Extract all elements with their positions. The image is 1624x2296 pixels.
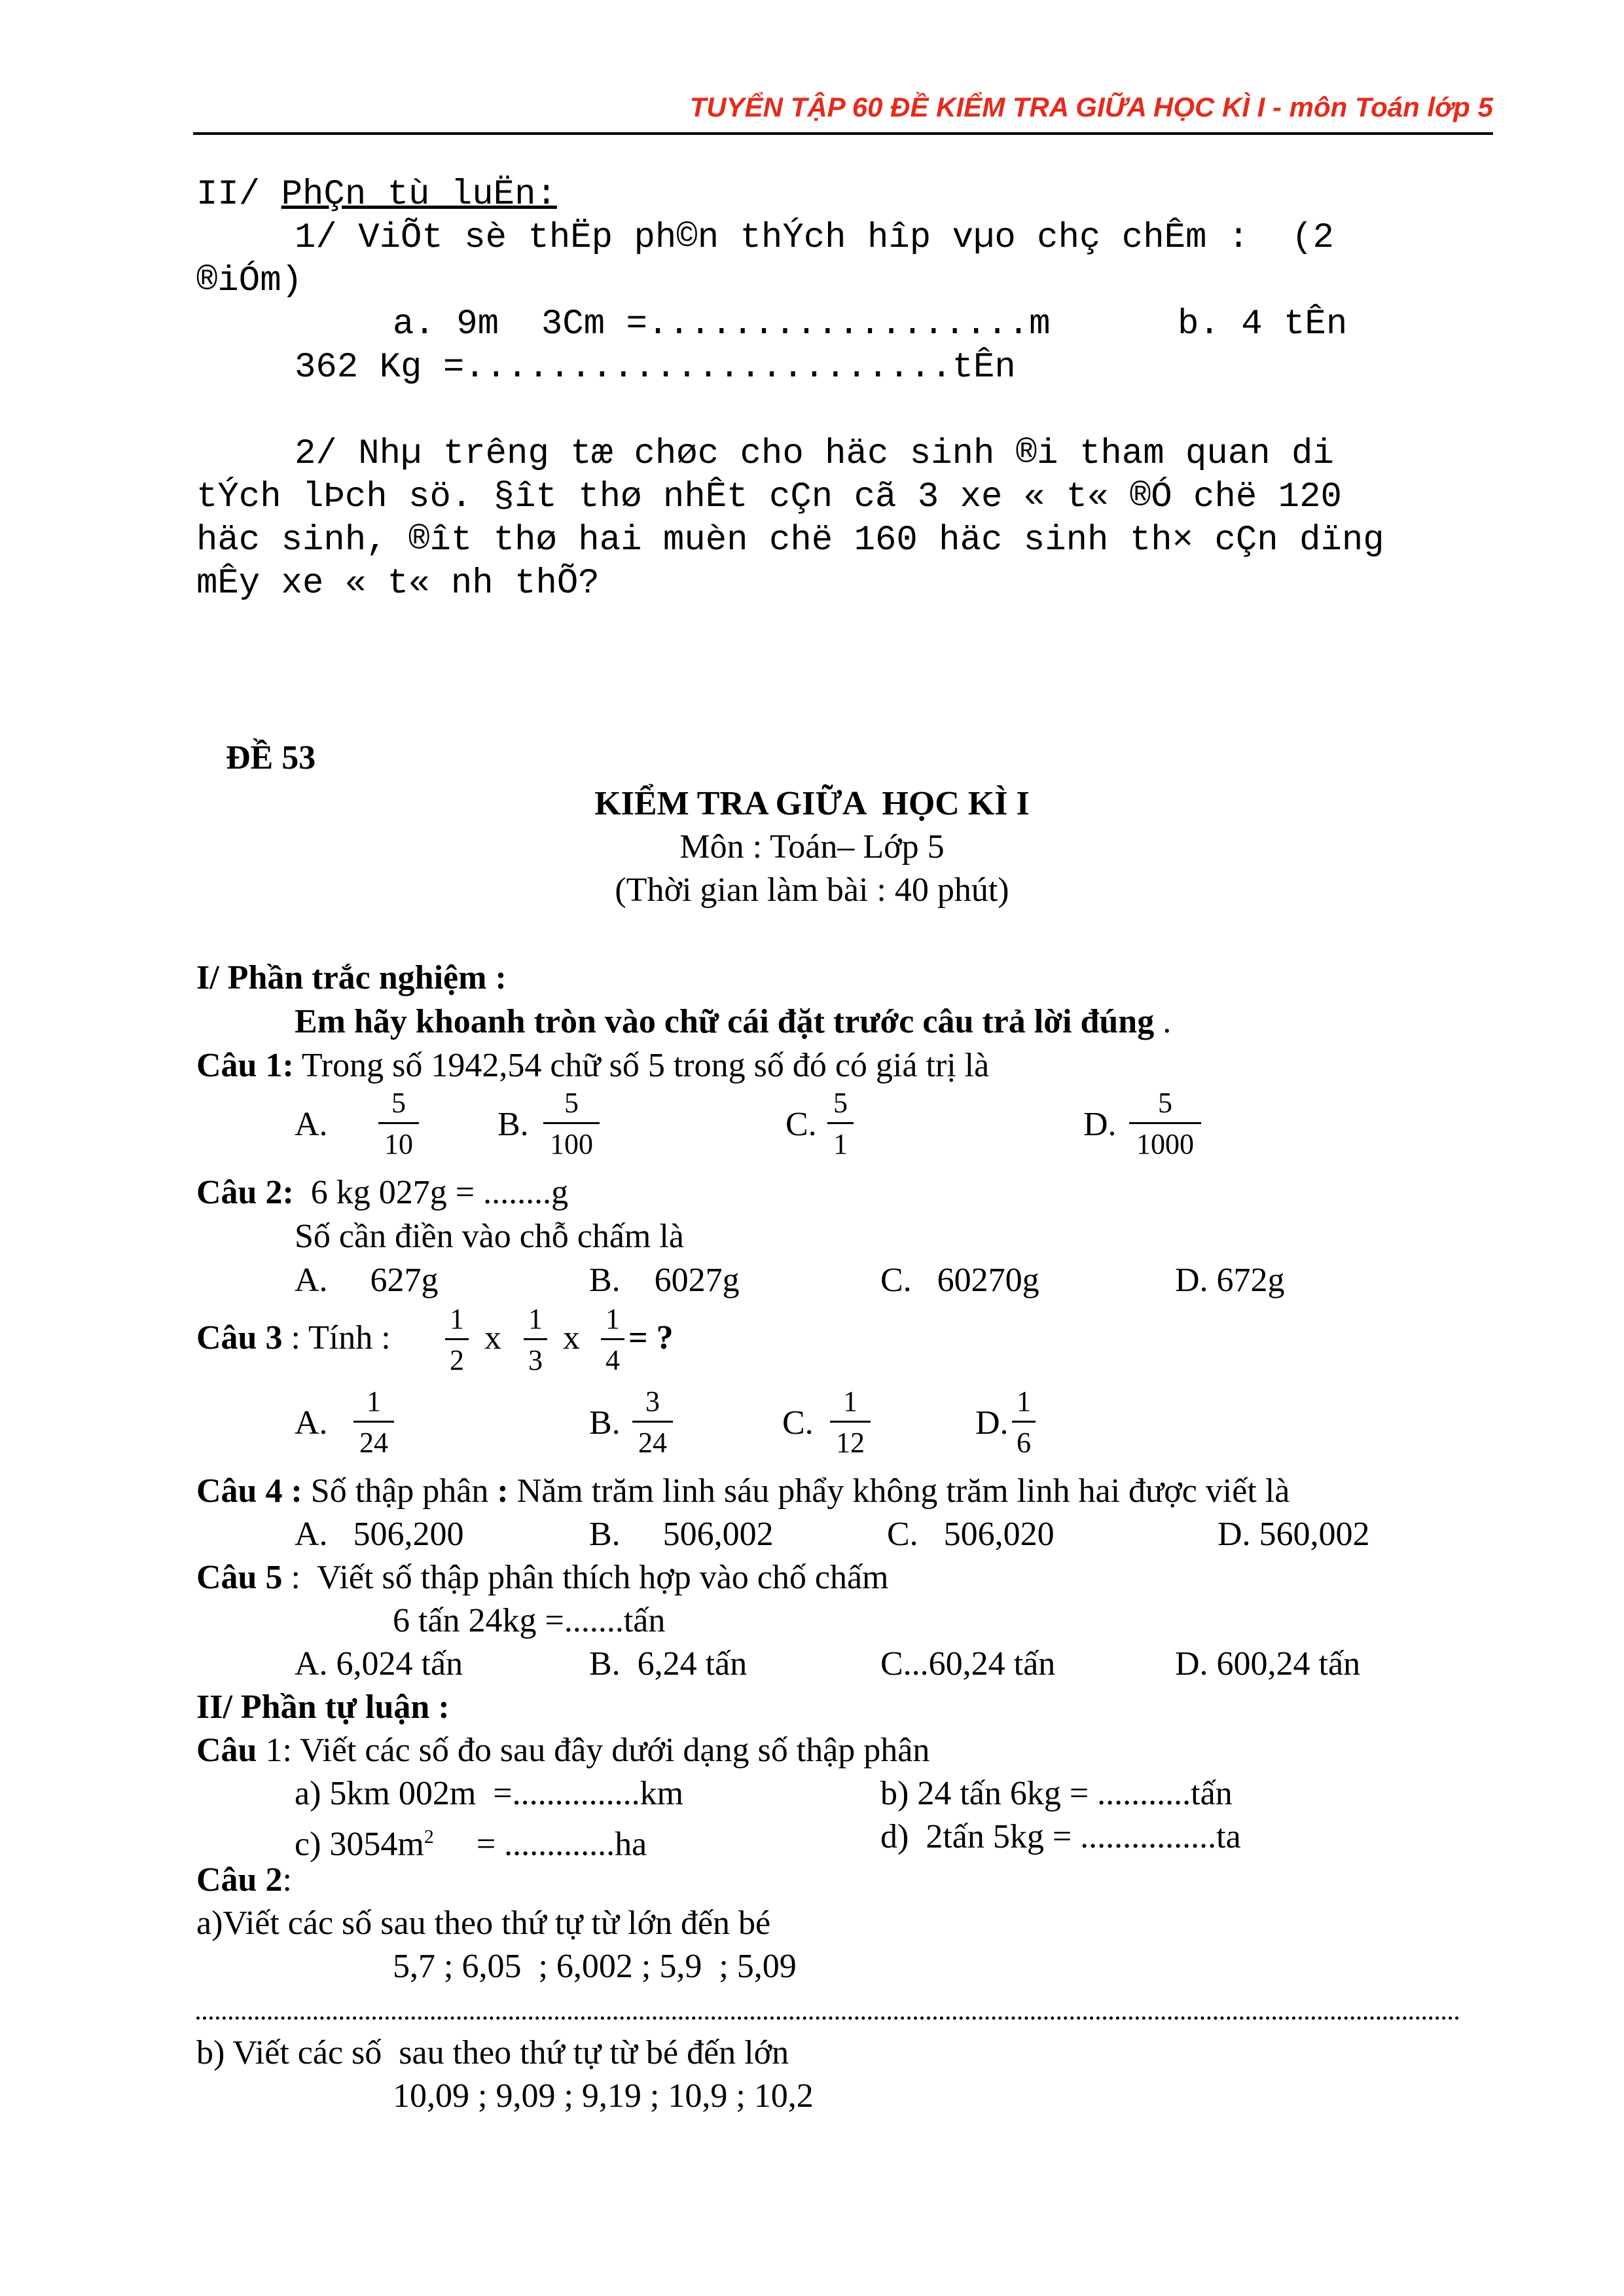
- p2-q2-colon: :: [282, 1861, 292, 1899]
- prev-q2-line4: mÊy xe « t« nh thÕ?: [196, 564, 600, 604]
- q3-expr-fraction-3: [601, 1303, 624, 1377]
- q3-option-d-letter: D.: [975, 1404, 1009, 1442]
- fraction-denominator: 2: [450, 1344, 464, 1376]
- q3-option-a-fraction: [353, 1385, 394, 1459]
- q3-option-b-fraction: [632, 1385, 673, 1459]
- fraction-numerator: 1: [445, 1303, 469, 1340]
- q3-option-c-letter: C.: [782, 1404, 814, 1442]
- fraction-numerator: 5: [827, 1087, 854, 1124]
- fraction-numerator: 3: [632, 1385, 673, 1423]
- q3-equals: = ?: [628, 1319, 674, 1357]
- q3-times-1: x: [484, 1319, 501, 1357]
- p2-q2-b-numbers: 10,09 ; 9,09 ; 9,19 ; 10,9 ; 10,2: [393, 2077, 814, 2115]
- fraction-denominator: 6: [1017, 1427, 1031, 1459]
- fraction-denominator: 1: [833, 1128, 848, 1160]
- q5-line2: 6 tấn 24kg =.......tấn: [393, 1602, 666, 1639]
- q2-question: 6 kg 027g = ........g: [293, 1174, 569, 1211]
- q2-label: Câu 2:: [196, 1174, 294, 1211]
- q4-option-c: C. 506,020: [887, 1516, 1055, 1553]
- fraction-numerator: 1: [353, 1385, 394, 1423]
- q1-option-a-fraction: [378, 1087, 419, 1161]
- q4-text-a: Số thập phân: [302, 1472, 497, 1510]
- fraction-numerator: 5: [378, 1087, 419, 1124]
- p2-q1-question: 1: Viết các số đo sau đây dưới dạng số thập phân: [257, 1732, 930, 1769]
- prev-q1-line3: a. 9m 3Cm =..................m b. 4 tÊn: [393, 304, 1348, 344]
- q3-option-c-fraction: [830, 1385, 871, 1459]
- q3-option-a-letter: A.: [295, 1404, 328, 1442]
- instruction-text: Em hãy khoanh tròn vào chữ cái đặt trước câu trả lời đúng: [295, 1003, 1155, 1040]
- prev-q2-line1: 2/ Nhµ trêng tæ chøc cho häc sinh ®i tham quan di: [295, 434, 1334, 474]
- p2-q1-label: Câu: [196, 1732, 257, 1769]
- q2-option-a: A. 627g: [295, 1262, 439, 1299]
- q1-option-b-letter: B.: [497, 1106, 529, 1143]
- q3-label: Câu 3: [196, 1319, 283, 1357]
- q4-colon: :: [497, 1472, 509, 1510]
- q1-option-b-fraction: [543, 1087, 600, 1161]
- prev-q1-line1: 1/ ViÕt sè thËp ph©n thÝch hîp vµo chç chÊm : (2: [295, 218, 1334, 258]
- q4-text: [196, 1472, 1290, 1511]
- p2-q2-b: b) Viết các số sau theo thứ tự từ bé đến lớn: [196, 2034, 789, 2071]
- answer-dotted-line: [196, 2016, 1460, 2020]
- fraction-denominator: 100: [550, 1128, 593, 1160]
- q1-option-d-letter: D.: [1083, 1106, 1117, 1143]
- q1-option-c-letter: C.: [785, 1106, 817, 1143]
- q3-option-b-letter: B.: [589, 1404, 621, 1442]
- q5-label: Câu 5: [196, 1559, 283, 1596]
- prev-section-heading: [196, 173, 557, 217]
- prev-q1-line4: 362 Kg =.......................tÊn: [295, 348, 1016, 388]
- q5-option-a: A. 6,024 tấn: [295, 1645, 463, 1683]
- q3-option-d-fraction: [1012, 1385, 1036, 1459]
- q1-text: [196, 1046, 989, 1085]
- p2-q2-text: [196, 1861, 292, 1900]
- fraction-numerator: 1: [524, 1303, 547, 1340]
- prev-q1-line2: ®iÓm): [196, 261, 303, 301]
- q5-option-d: D. 600,24 tấn: [1175, 1645, 1361, 1683]
- q1-question: Trong số 1942,54 chữ số 5 trong số đó có giá trị là: [293, 1047, 990, 1084]
- q2-option-d: D. 672g: [1175, 1262, 1285, 1299]
- q3-expr-fraction-2: [524, 1303, 547, 1377]
- prev-q2-line2: tÝch lÞch sö. §ît thø nhÊt cÇn cã 3 xe « t« ®Ó chë 120: [196, 477, 1342, 517]
- p2-q1-d: d) 2tấn 5kg = ................ta: [880, 1818, 1241, 1855]
- exam-title: KIỂM TRA GIỮA HỌC KÌ I: [594, 785, 1030, 822]
- prev-heading-prefix: II/: [196, 175, 281, 215]
- q4-text-b: Năm trăm linh sáu phẩy không trăm linh hai được viết là: [508, 1472, 1290, 1510]
- q3-expr-fraction-1: [445, 1303, 469, 1377]
- fraction-numerator: 1: [1012, 1385, 1036, 1423]
- fraction-denominator: 4: [605, 1344, 620, 1376]
- p2-q1-c-pre: c) 3054m: [295, 1825, 424, 1863]
- p2-q2-a-numbers: 5,7 ; 6,05 ; 6,002 ; 5,9 ; 5,09: [393, 1948, 797, 1985]
- q5-option-b: B. 6,24 tấn: [589, 1645, 748, 1683]
- p2-q1-a: a) 5km 002m =...............km: [295, 1775, 684, 1812]
- q4-option-b: B. 506,002: [589, 1516, 774, 1553]
- prev-heading-text: PhÇn tù luËn:: [281, 175, 557, 215]
- fraction-denominator: 1000: [1136, 1128, 1194, 1160]
- q1-label: Câu 1:: [196, 1047, 294, 1084]
- q4-label: Câu 4 :: [196, 1472, 302, 1510]
- page-header-title: TUYỂN TẬP 60 ĐỀ KIỂM TRA GIỮA HỌC KÌ I - môn Toán lớp 5: [689, 92, 1493, 122]
- q5-option-c: C...60,24 tấn: [880, 1645, 1056, 1683]
- q3-text: [196, 1319, 391, 1358]
- prev-q2-line3: häc sinh, ®ît thø hai muèn chë 160 häc sinh th× cÇn dïng: [196, 520, 1384, 560]
- exam-time: (Thời gian làm bài : 40 phút): [615, 871, 1009, 909]
- p2-q2-a: a)Viết các số sau theo thứ tự từ lớn đến bé: [196, 1904, 771, 1942]
- fraction-denominator: 12: [836, 1427, 865, 1459]
- q5-question: : Viết số thập phân thích hợp vào chố chấm: [282, 1559, 889, 1596]
- fraction-denominator: 24: [638, 1427, 667, 1459]
- q2-line2: Số cần điền vào chỗ chấm là: [295, 1218, 684, 1255]
- exam-number: ĐỀ 53: [226, 739, 316, 776]
- p2-q1-b: b) 24 tấn 6kg = ...........tấn: [880, 1775, 1233, 1812]
- fraction-numerator: 5: [543, 1087, 600, 1124]
- p2-q1-c: [295, 1817, 647, 1864]
- header-divider: [193, 132, 1493, 135]
- fraction-denominator: 10: [384, 1128, 413, 1160]
- part2-heading: II/ Phần tự luận :: [196, 1688, 450, 1726]
- p2-q1-c-post: = .............ha: [433, 1825, 647, 1863]
- q1-option-c-fraction: [827, 1087, 854, 1161]
- q3-question: : Tính :: [282, 1319, 391, 1357]
- q2-option-b: B. 6027g: [589, 1262, 740, 1299]
- p2-q1-text: [196, 1731, 929, 1770]
- q1-option-a-letter: A.: [295, 1106, 328, 1143]
- q4-option-a: A. 506,200: [295, 1516, 464, 1553]
- part1-heading: I/ Phần trắc nghiệm :: [196, 959, 507, 996]
- instruction-end: .: [1154, 1003, 1172, 1040]
- q2-option-c: C. 60270g: [880, 1262, 1039, 1299]
- exam-subject: Môn : Toán– Lớp 5: [679, 828, 945, 866]
- p2-q2-label: Câu 2: [196, 1861, 283, 1899]
- q3-times-2: x: [563, 1319, 580, 1357]
- q1-option-d-fraction: [1129, 1087, 1201, 1161]
- fraction-denominator: 24: [359, 1427, 388, 1459]
- q5-text: [196, 1558, 888, 1597]
- part1-instruction: [295, 1002, 1171, 1042]
- q2-text: [196, 1173, 568, 1212]
- p2-q1-c-sup: 2: [424, 1826, 434, 1848]
- fraction-denominator: 3: [528, 1344, 543, 1376]
- fraction-numerator: 5: [1129, 1087, 1201, 1124]
- fraction-numerator: 1: [601, 1303, 624, 1340]
- fraction-numerator: 1: [830, 1385, 871, 1423]
- q4-option-d: D. 560,002: [1218, 1516, 1370, 1553]
